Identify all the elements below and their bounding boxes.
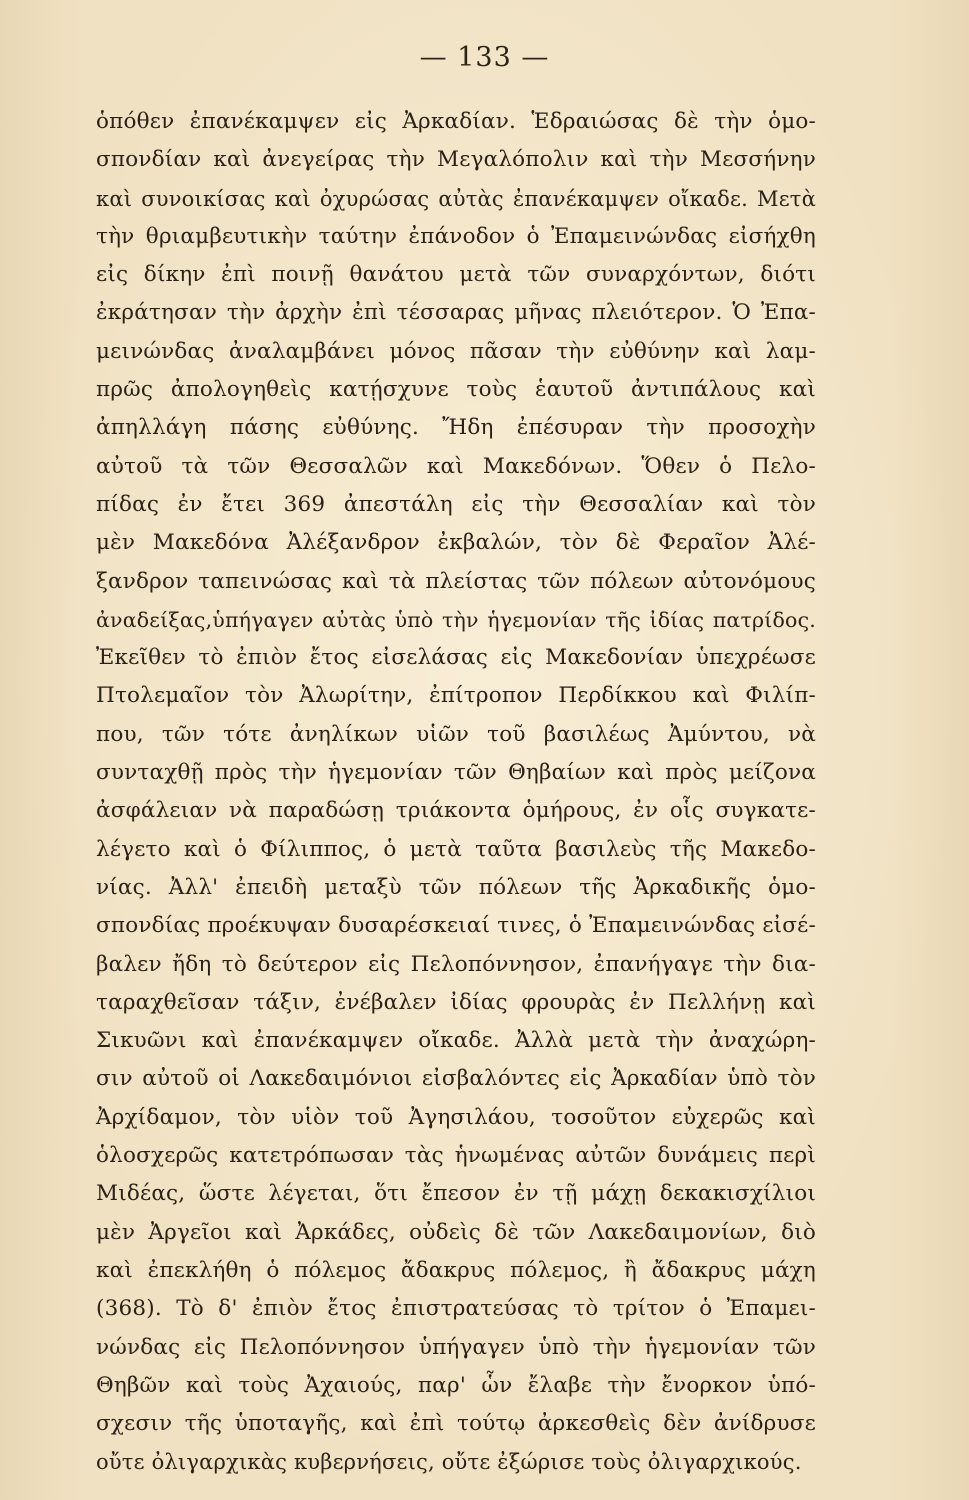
- text-line: καὶ ἐπεκλήθη ὁ πόλεμος ἄδακρυς πόλεμος, ἢ ἄδακρυς μάχη: [96, 1257, 816, 1283]
- text-line: νίας. Ἀλλ' ἐπειδὴ μεταξὺ τῶν πόλεων τῆς Ἀρκαδικῆς ὁμο-: [96, 874, 816, 900]
- text-line: ὁπόθεν ἐπανέκαμψεν εἰς Ἀρκαδίαν. Ἑδραιώσας δὲ τὴν ὁμο-: [96, 109, 816, 134]
- page-number: — 133 —: [419, 42, 550, 73]
- text-line: (368). Τὸ δ' ἐπιὸν ἔτος ἐπιστρατεύσας τὸ τρίτον ὁ Ἐπαμει-: [96, 1296, 816, 1322]
- text-line: ξανδρον ταπεινώσας καὶ τὰ πλείστας τῶν πόλεων αὐτονόμους: [96, 568, 816, 594]
- text-line: Ἐκεῖθεν τὸ ἐπιὸν ἔτος εἰσελάσας εἰς Μακεδονίαν ὑπεχρέωσε: [96, 645, 816, 671]
- text-line: καὶ συνοικίσας καὶ ὀχυρώσας αὐτὰς ἐπανέκαμψεν οἴκαδε. Μετὰ: [96, 186, 816, 211]
- text-line: μεινώνδας ἀναλαμβάνει μόνος πᾶσαν τὴν εὐθύνην καὶ λαμ-: [96, 338, 816, 364]
- text-line: λέγετο καὶ ὁ Φίλιππος, ὁ μετὰ ταῦτα βασιλεὺς τῆς Μακεδο-: [96, 836, 816, 862]
- text-line: πίδας ἐν ἔτει 369 ἀπεστάλη εἰς τὴν Θεσσαλίαν καὶ τὸν: [96, 491, 816, 517]
- text-line: ἀναδείξας,ὑπήγαγεν αὐτὰς ὑπὸ τὴν ἡγεμονίαν τῆς ἰδίας πατρίδος.: [96, 607, 816, 632]
- text-line: ὁλοσχερῶς κατετρόπωσαν τὰς ἡνωμένας αὐτῶν δυνάμεις περὶ: [96, 1143, 816, 1169]
- text-line: συνταχθῇ πρὸς τὴν ἡγεμονίαν τῶν Θηβαίων καὶ πρὸς μείζονα: [96, 760, 816, 786]
- text-line: βαλεν ἤδη τὸ δεύτερον εἰς Πελοπόννησον, ἐπανήγαγε τὴν δια-: [96, 951, 816, 977]
- text-line: που, τῶν τότε ἀνηλίκων υἱῶν τοῦ βασιλέως Ἀμύντου, νὰ: [96, 721, 816, 747]
- text-line: ἀπηλλάγη πάσης εὐθύνης. Ἤδη ἐπέσυραν τὴν προσοχὴν: [96, 415, 816, 441]
- text-line: πρῶς ἀπολογηθεὶς κατῄσχυνε τοὺς ἑαυτοῦ ἀντιπάλους καὶ: [96, 377, 816, 403]
- text-line: σπονδίας προέκυψαν δυσαρέσκειαί τινες, ὁ Ἐπαμεινώνδας εἰσέ-: [96, 913, 816, 939]
- text-line: ἐκράτησαν τὴν ἀρχὴν ἐπὶ τέσσαρας μῆνας πλειότερον. Ὁ Ἐπα-: [96, 300, 816, 326]
- text-line: αὐτοῦ τὰ τῶν Θεσσαλῶν καὶ Μακεδόνων. Ὅθεν ὁ Πελο-: [96, 453, 816, 479]
- text-line: σπονδίαν καὶ ἀνεγείρας τὴν Μεγαλόπολιν καὶ τὴν Μεσσήνην: [96, 147, 816, 173]
- text-line: Πτολεμαῖον τὸν Ἀλωρίτην, ἐπίτροπον Περδίκκου καὶ Φιλίπ-: [96, 683, 816, 709]
- text-line: Ἀρχίδαμον, τὸν υἱὸν τοῦ Ἀγησιλάου, τοσοῦτον εὐχερῶς καὶ: [96, 1104, 816, 1130]
- text-line: μὲν Ἀργεῖοι καὶ Ἀρκάδες, οὐδεὶς δὲ τῶν Λακεδαιμονίων, διὸ: [96, 1219, 816, 1245]
- text-line: σιν αὐτοῦ οἱ Λακεδαιμόνιοι εἰσβαλόντες εἰς Ἀρκαδίαν ὑπὸ τὸν: [96, 1066, 816, 1092]
- text-line: ἀσφάλειαν νὰ παραδώσῃ τριάκοντα ὁμήρους, ἐν οἷς συγκατε-: [96, 798, 816, 824]
- text-line: Μιδέας, ὥστε λέγεται, ὅτι ἔπεσον ἐν τῇ μάχῃ δεκακισχίλιοι: [96, 1181, 816, 1207]
- text-line: τὴν θριαμβευτικὴν ταύτην ἐπάνοδον ὁ Ἐπαμεινώνδας εἰσήχθη: [96, 223, 816, 249]
- text-line: εἰς δίκην ἐπὶ ποινῇ θανάτου μετὰ τῶν συναρχόντων, διότι: [96, 262, 816, 288]
- text-line: νώνδας εἰς Πελοπόννησον ὑπήγαγεν ὑπὸ τὴν ἡγεμονίαν τῶν: [96, 1334, 816, 1360]
- text-line: Θηβῶν καὶ τοὺς Ἀχαιούς, παρ' ὧν ἔλαβε τὴν ἔνορκον ὑπό-: [96, 1372, 816, 1398]
- text-line: σχεσιν τῆς ὑποταγῆς, καὶ ἐπὶ τούτῳ ἀρκεσθεὶς δὲν ἀνίδρυσε: [96, 1411, 816, 1437]
- text-line: Σικυῶνι καὶ ἐπανέκαμψεν οἴκαδε. Ἀλλὰ μετὰ τὴν ἀναχώρη-: [96, 1028, 816, 1054]
- body-text: [96, 103, 816, 1482]
- text-line: οὔτε ὀλιγαρχικὰς κυβερνήσεις, οὔτε ἐξώρισε τοὺς ὀλιγαρχικούς.: [96, 1450, 802, 1475]
- text-line: ταραχθεῖσαν τάξιν, ἐνέβαλεν ἰδίας φρουρὰς ἐν Πελλήνῃ καὶ: [96, 989, 816, 1015]
- text-line: μὲν Μακεδόνα Ἀλέξανδρον ἐκβαλών, τὸν δὲ Φεραῖον Ἀλέ-: [96, 530, 816, 556]
